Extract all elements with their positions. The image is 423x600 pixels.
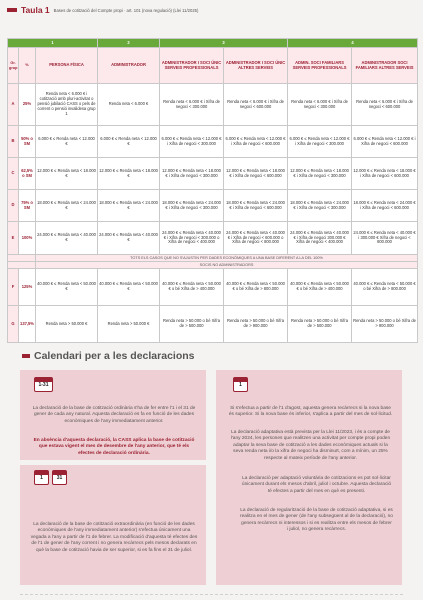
table-row xyxy=(8,84,418,126)
table-cell: Renda neta > 50.000 € xyxy=(36,306,98,343)
row-pct: 50% o SM xyxy=(19,126,36,158)
table-cell: 12.000 € ≤ Renda neta < 18.000 € i Xifra de negoci < 300.000 xyxy=(288,158,352,190)
table-cell: 40.000 € ≤ Renda neta < 50.000 € o bé Xifra de > 400.000 xyxy=(288,269,352,306)
col-admin-soci-fam-prof: ADMIN. SOCI FAMILIARS SERVEIS PROFESSIONALS xyxy=(288,48,352,84)
table-cell: 18.000 € ≤ Renda neta < 24.000 € i Xifra de negoci < 600.000 xyxy=(352,190,418,222)
table-cell: 40.000 € ≤ Renda neta < 50.000 € o bé Xifra de > 800.000 xyxy=(352,269,418,306)
extraordinary-text: La declaració de la base de cotització extraordinària (en funció de les dades econòmiques de l'any immediatament anterior) s'efectua únicament una vegada a l'any a partir de l'1 de febrer. La modificació d'aquesta té efectes des de l'1 de gener de l'any corrent i no genera recàrrecs pels mesos declarats en què la base de cotització havia de ser superior, si es fa fins el 31 de juliol. xyxy=(30,522,198,553)
col-admin-soci-fam-altres: ADMINISTRADOR SOCI FAMILIARS ALTRES SERVEIS xyxy=(352,48,418,84)
row-pct: 75% o SM xyxy=(19,190,36,222)
table-cell: 18.000 € ≤ Renda neta < 24.000 € i Xifra de negoci < 300.000 xyxy=(160,190,224,222)
group-1: 1 xyxy=(8,39,98,48)
calendar-accent-bar xyxy=(22,354,30,358)
table-cell: 24.000 € ≤ Renda neta < 40.000 € xyxy=(36,222,98,255)
contribution-table xyxy=(7,38,418,343)
table-cell: Renda neta < 6.000 € i Xifra de negoci < 600.000 xyxy=(224,84,288,126)
table-cell: 18.000 € ≤ Renda neta < 24.000 € i Xifra de negoci < 600.000 xyxy=(224,190,288,222)
table-cell: 6.000 € ≤ Renda neta < 12.000 € xyxy=(36,126,98,158)
table-cell: Renda neta > 50.000 o bé Xifra de > 900.000 xyxy=(224,306,288,343)
table-subtitle: Bases de cotització del Compte propi · art. 101 (nova regulació) (Llei 11/2025) xyxy=(53,7,199,13)
group-header-row xyxy=(8,39,418,48)
row-group: F xyxy=(8,269,19,306)
table-cell: 24.000 € ≤ Renda neta < 40.000 € xyxy=(98,222,160,255)
table-row xyxy=(8,306,418,343)
row-group: D xyxy=(8,190,19,222)
calendar-icons-1-31: 1 31 xyxy=(34,470,67,485)
ordinary-absence-text: En absència d'aquesta declaració, la CASS aplica la base de cotització que estava vigent el mes de desembre de l'any anterior, que té els efectes de declaració ordinària. xyxy=(33,438,195,456)
table-cell: 12.000 € ≤ Renda neta < 18.000 € i Xifra de negoci < 600.000 xyxy=(352,158,418,190)
adaptive-regularization-text: La declaració de regularització de la base de cotització adaptativa, si es realitza en el mes de gener (de l'any subsegüent al de la declaració), no genera recàrrecs ni interessos i si es realitza entre els mesos de febrer i juliol, no genera recàrrecs. xyxy=(240,508,393,533)
calendar-title: Calendari per a les declaracions xyxy=(34,350,195,362)
group-3: 3 xyxy=(160,39,288,48)
table-row xyxy=(8,190,418,222)
title-accent-bar xyxy=(7,8,17,12)
table-title: Taula 1 xyxy=(21,5,50,15)
august-text: Si s'efectua a partir de l'1 d'agost, aquesta genera recàrrecs si la nova base és superior. Si la nova base és inferior, s'aplica a partir del mes de sol·licitud. xyxy=(228,406,393,418)
table-row xyxy=(8,126,418,158)
calendar-icon-1: 1 xyxy=(233,377,248,392)
table-cell: 40.000 € ≤ Renda neta < 50.000 € xyxy=(36,269,98,306)
table-cell: 24.000 € ≤ Renda neta < 40.000 € i 300.000 € Xifra de negoci < 800.000 xyxy=(352,222,418,255)
table-cell: 6.000 € ≤ Renda neta < 12.000 € i Xifra de negoci < 600.000 xyxy=(224,126,288,158)
ordinary-declaration-text: La declaració de la base de cotització ordinària s'ha de fer entre l'1 i el 31 de gener de cada any natural. Aquesta declaració es fa en funció de les dades econòmiques de l'any immediatament anterior. xyxy=(32,406,196,424)
note-row xyxy=(8,262,418,269)
table-cell: Renda neta < 6.000 € i Xifra de negoci < 300.000 xyxy=(288,84,352,126)
table-cell: Renda neta < 6.000 € i cotització amb pluri-activitat o pensió jubilació CASS o pels de corrent o pensió invalidesa grup 1 xyxy=(36,84,98,126)
table-cell: 6.000 € ≤ Renda neta < 12.000 € i Xifra de negoci < 600.000 xyxy=(352,126,418,158)
col-admin-soci-unic-prof: ADMINISTRADOR I SOCI ÚNIC SERVEIS PROFESSIONALS xyxy=(160,48,224,84)
calendar-section-title xyxy=(22,350,195,362)
table-cell: Renda neta > 50.000 € xyxy=(98,306,160,343)
table-cell: 40.000 € ≤ Renda neta < 50.000 € o bé Xifra de > 400.000 xyxy=(160,269,224,306)
table-cell: 6.000 € ≤ Renda neta < 12.000 € i Xifra de negoci < 300.000 xyxy=(288,126,352,158)
column-header-row xyxy=(8,48,418,84)
adaptive-voluntary-text: La declaració per adaptació voluntària de cotitzacions es pot sol·licitar únicament durant els mesos d'abril, juliol i octubre. Aquesta declaració té efectes a partir del mes en què es presenti. xyxy=(241,476,392,494)
table-row xyxy=(8,222,418,255)
table-cell: Renda neta > 50.000 o bé Xifra de > 900.000 xyxy=(352,306,418,343)
row-pct: 25% xyxy=(19,84,36,126)
table-cell: 6.000 € ≤ Renda neta < 12.000 € i Xifra de negoci < 300.000 xyxy=(160,126,224,158)
calendar-icon-1-31: 1-31 xyxy=(34,377,53,392)
table-cell: 18.000 € ≤ Renda neta < 24.000 € i Xifra de negoci < 300.000 xyxy=(288,190,352,222)
row-pct: 125% xyxy=(19,269,36,306)
table-cell: 12.000 € ≤ Renda neta < 18.000 € i Xifra de negoci < 600.000 xyxy=(224,158,288,190)
adaptive-text: La declaració adaptativa està prevista per la Llei 11/2023, i és a compte de l'any 2024, les persones que realitzen una activitat per compte propi poden adaptar la seva base de cotització a les dades econòmiques actuals si la seva renda neta i/o la xifra de negoci ha disminuït, com a mínim, un 25% respecte al mateix període de l'any anterior. xyxy=(230,430,391,461)
table-cell: 18.000 € ≤ Renda neta < 24.000 € xyxy=(36,190,98,222)
table-cell: 12.000 € ≤ Renda neta < 18.000 € xyxy=(36,158,98,190)
row-pct: 62,5% o SM xyxy=(19,158,36,190)
col-pct: % xyxy=(19,48,36,84)
table-cell: 24.000 € ≤ Renda neta < 40.000 € i Xifra de negoci < 600.000 o Xifra de negoci < 800.000 xyxy=(224,222,288,255)
row-group: C xyxy=(8,158,19,190)
table-cell: 18.000 € ≤ Renda neta < 24.000 € xyxy=(98,190,160,222)
table-cell: Renda neta < 6.000 € i Xifra de negoci < 600.000 xyxy=(352,84,418,126)
col-administrador: ADMINISTRADOR xyxy=(98,48,160,84)
footer-divider xyxy=(20,594,403,595)
col-persona-fisica: PERSONA FÍSICA xyxy=(36,48,98,84)
note-all-cases: TOTS ELS CASOS QUE NO S'AJUSTIN PER DADES ECONÒMIQUES A UNA BASE DIFERENT A LA DEL 100% xyxy=(36,255,418,262)
table-cell: 24.000 € ≤ Renda neta < 40.000 € i Xifra de negoci < 300.000 o Xifra de negoci < 400.000 xyxy=(160,222,224,255)
table-row xyxy=(8,158,418,190)
table-cell: 24.000 € ≤ Renda neta < 40.000 € i Xifra de negoci 300.000 € Xifra de negoci < 400.000 xyxy=(288,222,352,255)
table-cell: 12.000 € ≤ Renda neta < 18.000 € i Xifra de negoci < 300.000 xyxy=(160,158,224,190)
table-title-row xyxy=(7,3,417,17)
table-cell: 40.000 € ≤ Renda neta < 50.000 € o bé Xifra de > 800.000 xyxy=(224,269,288,306)
col-gr: Gr. grup xyxy=(8,48,19,84)
group-2: 2 xyxy=(98,39,160,48)
row-group: E xyxy=(8,222,19,255)
row-pct: 137,5% xyxy=(19,306,36,343)
note-non-admin: SOCIS NO ADMINISTRADORS xyxy=(36,262,418,269)
row-group: A xyxy=(8,84,19,126)
row-group: G xyxy=(8,306,19,343)
table-cell: Renda neta < 6.000 € i Xifra de negoci < 300.000 xyxy=(160,84,224,126)
note-row xyxy=(8,255,418,262)
table-cell: Renda neta > 50.000 o bé Xifra de > 500.000 xyxy=(288,306,352,343)
table-cell: Renda neta > 50.000 o bé Xifra de > 500.000 xyxy=(160,306,224,343)
row-group: B xyxy=(8,126,19,158)
table-cell: 40.000 € ≤ Renda neta < 50.000 € xyxy=(98,269,160,306)
table-row xyxy=(8,269,418,306)
col-admin-soci-unic-altres: ADMINISTRADOR I SOCI ÚNIC ALTRES SERVEIS xyxy=(224,48,288,84)
group-4: 4 xyxy=(288,39,418,48)
row-pct: 100% xyxy=(19,222,36,255)
table-cell: Renda neta < 6.000 € xyxy=(98,84,160,126)
table-cell: 12.000 € ≤ Renda neta < 18.000 € xyxy=(98,158,160,190)
table-cell: 6.000 € ≤ Renda neta < 12.000 € xyxy=(98,126,160,158)
